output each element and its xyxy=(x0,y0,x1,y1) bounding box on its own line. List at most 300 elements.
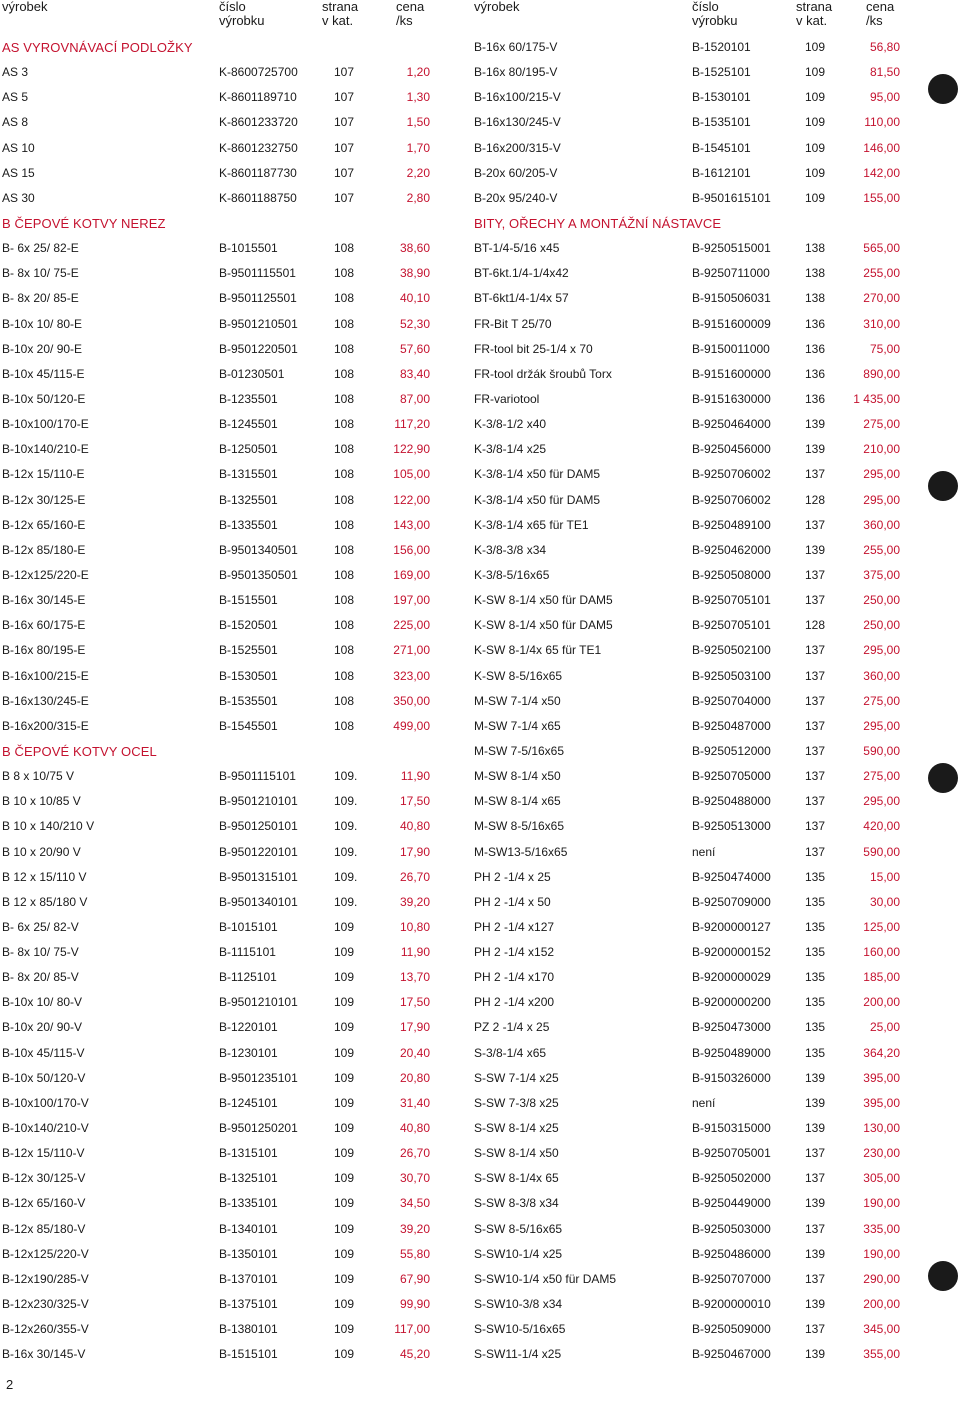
table-row xyxy=(474,965,900,990)
unit-price: 295,00 xyxy=(863,794,900,809)
unit-price: 17,90 xyxy=(399,1020,430,1035)
unit-price: 40,80 xyxy=(399,819,430,834)
catalog-page: 108 xyxy=(334,668,355,683)
product-code: B-9150011000 xyxy=(692,341,770,356)
table-row xyxy=(2,563,430,588)
section-heading xyxy=(2,211,430,236)
product-code: K-8601233720 xyxy=(219,115,298,130)
product-name: B-10x 20/ 90-E xyxy=(2,341,83,356)
product-name: B-10x 45/115-E xyxy=(2,366,85,381)
unit-price: 364,20 xyxy=(863,1045,900,1060)
table-row xyxy=(474,161,900,186)
catalog-page: 137 xyxy=(805,794,826,809)
price-table xyxy=(474,35,900,1367)
table-row xyxy=(2,538,430,563)
unit-price: 17,50 xyxy=(399,794,430,809)
catalog-page: 109 xyxy=(334,1246,355,1261)
unit-price: 310,00 xyxy=(863,316,900,331)
catalog-page: 109. xyxy=(334,869,358,884)
unit-price: 13,70 xyxy=(399,970,430,985)
catalog-page: 136 xyxy=(805,316,826,331)
catalog-page: 107 xyxy=(334,90,355,105)
header-product: výrobek xyxy=(474,0,520,14)
catalog-page: 109 xyxy=(334,1271,355,1286)
unit-price: 499,00 xyxy=(393,718,430,733)
product-code: B-9200000029 xyxy=(692,970,771,985)
product-code: B-9250513000 xyxy=(692,819,771,834)
catalog-page: 137 xyxy=(805,593,826,608)
catalog-page: 109 xyxy=(805,65,826,80)
product-name: PH 2 -1/4 x 25 xyxy=(474,869,551,884)
catalog-page: 108 xyxy=(334,643,355,658)
catalog-page: 139 xyxy=(805,542,826,557)
product-name: M-SW13-5/16x65 xyxy=(474,844,568,859)
table-row xyxy=(2,236,430,261)
product-name: FR-tool držák šroubů Torx xyxy=(474,366,612,381)
unit-price: 1 435,00 xyxy=(853,391,900,406)
product-name: PH 2 -1/4 x170 xyxy=(474,970,555,985)
header-code: číslo výrobku xyxy=(692,0,738,28)
product-code: B-9250464000 xyxy=(692,417,771,432)
unit-price: 420,00 xyxy=(863,819,900,834)
unit-price: 26,70 xyxy=(399,1146,430,1161)
product-name: M-SW 7-1/4 x50 xyxy=(474,693,561,708)
product-name: B-16x130/245-E xyxy=(2,693,89,708)
product-name: B-12x125/220-V xyxy=(2,1246,89,1261)
product-name: S-SW 8-1/4 x25 xyxy=(474,1121,559,1136)
product-code: B-9250512000 xyxy=(692,743,771,758)
table-row xyxy=(2,638,430,663)
unit-price: 40,80 xyxy=(399,1121,430,1136)
unit-price: 360,00 xyxy=(863,517,900,532)
product-name: B-16x 30/145-E xyxy=(2,593,86,608)
product-name: K-SW 8-5/16x65 xyxy=(474,668,563,683)
unit-price: 1,50 xyxy=(406,115,430,130)
product-name: M-SW 7-1/4 x65 xyxy=(474,718,561,733)
catalog-page: 136 xyxy=(805,366,826,381)
section-title: AS VYROVNÁVACÍ PODLOŽKY xyxy=(2,40,193,55)
unit-price: 146,00 xyxy=(863,140,900,155)
catalog-page: 137 xyxy=(805,1221,826,1236)
catalog-page: 139 xyxy=(805,1121,826,1136)
product-name: B 12 x 15/110 V xyxy=(2,869,87,884)
product-code: B-9250489100 xyxy=(692,517,771,532)
product-code: B-1375101 xyxy=(219,1297,278,1312)
unit-price: 275,00 xyxy=(863,769,900,784)
product-code: B-01230501 xyxy=(219,366,285,381)
table-row xyxy=(2,1317,430,1342)
table-row xyxy=(2,588,430,613)
product-name: B-20x 60/205-V xyxy=(474,165,558,180)
unit-price: 57,60 xyxy=(399,341,430,356)
catalog-page: 137 xyxy=(805,517,826,532)
table-row xyxy=(474,286,900,311)
product-name: B- 6x 25/ 82-V xyxy=(2,919,79,934)
table-row xyxy=(474,412,900,437)
product-code: B-1530101 xyxy=(692,90,751,105)
catalog-page: 139 xyxy=(805,1196,826,1211)
catalog-page: 108 xyxy=(334,291,355,306)
product-code: B-9250449000 xyxy=(692,1196,771,1211)
product-code: B-9250503100 xyxy=(692,668,771,683)
table-row xyxy=(2,1091,430,1116)
product-name: B-10x 20/ 90-V xyxy=(2,1020,83,1035)
product-name: S-SW10-5/16x65 xyxy=(474,1322,566,1337)
section-title: B ČEPOVÉ KOTVY NEREZ xyxy=(2,215,166,231)
catalog-page: 108 xyxy=(334,492,355,507)
unit-price: 890,00 xyxy=(863,366,900,381)
table-row xyxy=(474,1141,900,1166)
product-name: AS 5 xyxy=(2,90,29,105)
product-code: B-1370101 xyxy=(219,1271,278,1286)
product-name: PH 2 -1/4 x200 xyxy=(474,995,555,1010)
catalog-page: 109 xyxy=(334,1070,355,1085)
product-code: K-8601187730 xyxy=(219,165,297,180)
unit-price: 56,80 xyxy=(869,40,900,54)
table-row xyxy=(474,538,900,563)
product-code: B-9250467000 xyxy=(692,1347,771,1362)
unit-price: 275,00 xyxy=(863,417,900,432)
table-row xyxy=(474,990,900,1015)
unit-price: 122,90 xyxy=(393,442,430,457)
product-code: B-9250515001 xyxy=(692,241,771,256)
product-code: B-1220101 xyxy=(219,1020,278,1035)
catalog-page: 108 xyxy=(334,467,355,482)
product-code: B-1315101 xyxy=(219,1146,278,1161)
product-code: B-1325501 xyxy=(219,492,278,507)
unit-price: 110,00 xyxy=(864,115,900,130)
product-name: B-10x 10/ 80-V xyxy=(2,995,83,1010)
product-name: K-3/8-1/4 x25 xyxy=(474,442,547,457)
product-name: B-10x100/170-V xyxy=(2,1095,89,1110)
product-code: B-9250474000 xyxy=(692,869,771,884)
table-row xyxy=(474,739,900,764)
table-row xyxy=(474,940,900,965)
price-column-right xyxy=(474,0,900,1362)
product-name: B-10x 50/120-E xyxy=(2,391,86,406)
catalog-page: 138 xyxy=(805,291,826,306)
product-code: B-9151600009 xyxy=(692,316,771,331)
product-code: B-9501250201 xyxy=(219,1121,298,1136)
catalog-page: 137 xyxy=(805,1146,826,1161)
product-code: B-1315501 xyxy=(219,467,278,482)
table-row xyxy=(474,890,900,915)
product-name: FR-Bit T 25/70 xyxy=(474,316,552,331)
catalog-page: 139 xyxy=(805,1070,826,1085)
catalog-page: 109 xyxy=(334,919,355,934)
table-row xyxy=(2,965,430,990)
product-code: B-9501210501 xyxy=(219,316,298,331)
catalog-page: 108 xyxy=(334,718,355,733)
catalog-page: 135 xyxy=(805,894,826,909)
product-name: K-3/8-5/16x65 xyxy=(474,567,550,582)
table-row xyxy=(2,1242,430,1267)
table-row xyxy=(474,236,900,261)
product-name: S-SW11-1/4 x25 xyxy=(474,1347,562,1362)
unit-price: 39,20 xyxy=(399,1221,430,1236)
catalog-page: 137 xyxy=(805,844,826,859)
unit-price: 1,20 xyxy=(406,65,430,80)
table-row xyxy=(2,412,430,437)
product-code: B-9151630000 xyxy=(692,391,771,406)
product-code: B-1250501 xyxy=(219,442,278,457)
catalog-page: 109 xyxy=(805,115,826,130)
catalog-page: 137 xyxy=(805,1271,826,1286)
product-code: B-1525501 xyxy=(219,643,278,658)
product-code: B-9150506031 xyxy=(692,291,771,306)
unit-price: 55,80 xyxy=(399,1246,430,1261)
page-number: 2 xyxy=(6,1377,14,1392)
unit-price: 190,00 xyxy=(863,1246,900,1261)
product-code: B-1325101 xyxy=(219,1171,278,1186)
product-code: B-9501125501 xyxy=(219,291,297,306)
margin-marker-dot xyxy=(928,471,958,501)
product-name: PZ 2 -1/4 x 25 xyxy=(474,1020,550,1035)
catalog-page: 136 xyxy=(805,391,826,406)
product-name: PH 2 -1/4 x152 xyxy=(474,945,555,960)
header-page: strana v kat. xyxy=(322,0,359,28)
price-column-left xyxy=(2,0,430,1362)
catalog-page: 108 xyxy=(334,417,355,432)
unit-price: 20,40 xyxy=(399,1045,430,1060)
product-name: M-SW 8-1/4 x50 xyxy=(474,769,561,784)
product-name: S-SW 8-1/4 x50 xyxy=(474,1146,559,1161)
table-row xyxy=(2,689,430,714)
product-name: B-12x260/355-V xyxy=(2,1322,89,1337)
product-name: B- 8x 20/ 85-E xyxy=(2,291,79,306)
product-code: B-9250473000 xyxy=(692,1020,771,1035)
table-row xyxy=(474,1191,900,1216)
product-name: B-16x100/215-V xyxy=(474,90,561,105)
header-price: cena /ks xyxy=(396,0,425,28)
unit-price: 17,90 xyxy=(399,844,430,859)
product-code: B-9250707000 xyxy=(692,1271,771,1286)
table-row xyxy=(2,85,430,110)
product-name: B 10 x 10/85 V xyxy=(2,794,81,809)
catalog-page: 109 xyxy=(334,995,355,1010)
product-name: B 12 x 85/180 V xyxy=(2,894,88,909)
product-name: B-10x 10/ 80-E xyxy=(2,316,83,331)
product-name: M-SW 8-1/4 x65 xyxy=(474,794,561,809)
product-name: B-10x140/210-V xyxy=(2,1121,89,1136)
table-row xyxy=(474,1242,900,1267)
catalog-page: 109 xyxy=(805,90,826,105)
section-heading xyxy=(474,211,900,236)
catalog-page: 109 xyxy=(334,1347,355,1362)
catalog-page: 137 xyxy=(805,467,826,482)
catalog-page: 139 xyxy=(805,1297,826,1312)
catalog-page: 135 xyxy=(805,945,826,960)
product-name: AS 10 xyxy=(2,140,35,155)
unit-price: 295,00 xyxy=(863,467,900,482)
catalog-page: 128 xyxy=(805,618,826,633)
product-name: PH 2 -1/4 x127 xyxy=(474,919,555,934)
unit-price: 250,00 xyxy=(863,593,900,608)
unit-price: 395,00 xyxy=(863,1095,900,1110)
unit-price: 360,00 xyxy=(863,668,900,683)
product-name: B-10x 50/120-V xyxy=(2,1070,86,1085)
catalog-page: 109 xyxy=(334,1121,355,1136)
catalog-page: 138 xyxy=(805,266,826,281)
table-row xyxy=(474,915,900,940)
product-name: S-SW 7-1/4 x25 xyxy=(474,1070,559,1085)
product-name: S-SW10-1/4 x25 xyxy=(474,1246,563,1261)
catalog-page: 109 xyxy=(334,1297,355,1312)
unit-price: 350,00 xyxy=(393,693,430,708)
product-code: není xyxy=(692,844,716,859)
table-row xyxy=(2,337,430,362)
product-code: B-1380101 xyxy=(219,1322,278,1337)
catalog-page: 108 xyxy=(334,266,355,281)
unit-price: 345,00 xyxy=(863,1322,900,1337)
catalog-page: 108 xyxy=(334,593,355,608)
table-row xyxy=(2,1342,430,1367)
table-row xyxy=(474,462,900,487)
catalog-page: 109 xyxy=(334,1221,355,1236)
unit-price: 17,50 xyxy=(399,995,430,1010)
product-code: B-9501220101 xyxy=(219,844,298,859)
catalog-page: 109. xyxy=(334,894,358,909)
table-row xyxy=(474,261,900,286)
product-name: S-SW10-3/8 x34 xyxy=(474,1297,563,1312)
product-name: S-SW 8-3/8 x34 xyxy=(474,1196,559,1211)
catalog-page: 137 xyxy=(805,743,826,758)
catalog-page: 107 xyxy=(334,65,355,80)
unit-price: 275,00 xyxy=(863,693,900,708)
table-row xyxy=(474,840,900,865)
unit-price: 52,30 xyxy=(399,316,430,331)
catalog-page: 109 xyxy=(805,40,826,54)
product-name: B-12x 15/110-E xyxy=(2,467,85,482)
unit-price: 305,00 xyxy=(863,1171,900,1186)
product-name: B-12x230/325-V xyxy=(2,1297,89,1312)
product-code: B-1530501 xyxy=(219,668,278,683)
table-row xyxy=(474,638,900,663)
unit-price: 185,00 xyxy=(863,970,900,985)
product-code: B-9250704000 xyxy=(692,693,771,708)
catalog-page: 109 xyxy=(334,1045,355,1060)
table-row xyxy=(2,940,430,965)
unit-price: 290,00 xyxy=(863,1271,900,1286)
product-code: B-9501210101 xyxy=(219,995,298,1010)
unit-price: 38,90 xyxy=(399,266,430,281)
table-row xyxy=(2,764,430,789)
catalog-page: 108 xyxy=(334,542,355,557)
product-name: S-SW10-1/4 x50 für DAM5 xyxy=(474,1271,617,1286)
product-name: B-16x 60/175-V xyxy=(474,40,558,54)
section-heading xyxy=(2,739,430,764)
product-name: B- 8x 10/ 75-V xyxy=(2,945,79,960)
unit-price: 34,50 xyxy=(399,1196,430,1211)
product-code: B-9250462000 xyxy=(692,542,771,557)
unit-price: 1,70 xyxy=(406,140,430,155)
section-title: BITY, OŘECHY A MONTÁŽNÍ NÁSTAVCE xyxy=(474,215,722,231)
unit-price: 590,00 xyxy=(863,743,900,758)
unit-price: 117,20 xyxy=(394,417,430,432)
unit-price: 142,00 xyxy=(863,165,900,180)
product-code: B-1350101 xyxy=(219,1246,278,1261)
product-name: B-12x 15/110-V xyxy=(2,1146,85,1161)
product-code: B-1230101 xyxy=(219,1045,278,1060)
unit-price: 250,00 xyxy=(863,618,900,633)
product-code: B-9250488000 xyxy=(692,794,771,809)
catalog-page: 135 xyxy=(805,1045,826,1060)
unit-price: 190,00 xyxy=(863,1196,900,1211)
product-name: S-SW 8-1/4x 65 xyxy=(474,1171,559,1186)
table-row xyxy=(474,513,900,538)
catalog-page: 137 xyxy=(805,718,826,733)
product-name: B-10x100/170-E xyxy=(2,417,89,432)
catalog-page: 109 xyxy=(334,1020,355,1035)
unit-price: 30,00 xyxy=(869,894,900,909)
product-name: B-10x 45/115-V xyxy=(2,1045,85,1060)
catalog-page: 108 xyxy=(334,391,355,406)
unit-price: 26,70 xyxy=(399,869,430,884)
table-row xyxy=(2,664,430,689)
unit-price: 10,80 xyxy=(399,919,430,934)
product-name: FR-tool bit 25-1/4 x 70 xyxy=(474,341,593,356)
table-row xyxy=(2,714,430,739)
product-code: B-9250709000 xyxy=(692,894,771,909)
product-name: BT-6kt1/4-1/4x 57 xyxy=(474,291,569,306)
unit-price: 87,00 xyxy=(399,391,430,406)
catalog-page: 107 xyxy=(334,190,355,205)
catalog-page: 135 xyxy=(805,970,826,985)
product-name: B-20x 95/240-V xyxy=(474,190,558,205)
unit-price: 295,00 xyxy=(863,492,900,507)
product-code: B-9501220501 xyxy=(219,341,298,356)
unit-price: 590,00 xyxy=(863,844,900,859)
product-code: B-1015101 xyxy=(219,919,278,934)
margin-marker-dot xyxy=(928,1261,958,1291)
catalog-page: 135 xyxy=(805,869,826,884)
product-code: B-9250487000 xyxy=(692,718,771,733)
table-row xyxy=(474,337,900,362)
unit-price: 565,00 xyxy=(863,241,900,256)
unit-price: 125,00 xyxy=(863,919,900,934)
unit-price: 395,00 xyxy=(863,1070,900,1085)
table-row xyxy=(474,1292,900,1317)
product-name: B-10x140/210-E xyxy=(2,442,89,457)
table-row xyxy=(2,840,430,865)
catalog-page: 109 xyxy=(334,1146,355,1161)
table-row xyxy=(2,186,430,211)
unit-price: 2,20 xyxy=(406,165,430,180)
column-header xyxy=(2,0,430,33)
catalog-page: 109 xyxy=(805,140,826,155)
catalog-page: 137 xyxy=(805,1171,826,1186)
header-page: strana v kat. xyxy=(796,0,833,28)
product-code: K-8601189710 xyxy=(219,90,297,105)
product-name: S-SW 7-3/8 x25 xyxy=(474,1095,559,1110)
product-name: B-12x 85/180-V xyxy=(2,1221,86,1236)
table-row xyxy=(474,1066,900,1091)
catalog-page: 109 xyxy=(334,945,355,960)
unit-price: 81,50 xyxy=(869,65,900,80)
product-code: B-9501350501 xyxy=(219,567,298,582)
table-row xyxy=(2,1267,430,1292)
table-row xyxy=(474,814,900,839)
table-row xyxy=(474,1041,900,1066)
product-name: B-16x 30/145-V xyxy=(2,1347,86,1362)
product-code: B-9501340501 xyxy=(219,542,298,557)
catalog-page: 135 xyxy=(805,995,826,1010)
unit-price: 271,00 xyxy=(393,643,430,658)
table-row xyxy=(2,1041,430,1066)
table-row xyxy=(2,613,430,638)
product-name: K-3/8-1/4 x65 für TE1 xyxy=(474,517,589,532)
product-code: K-8600725700 xyxy=(219,65,298,80)
